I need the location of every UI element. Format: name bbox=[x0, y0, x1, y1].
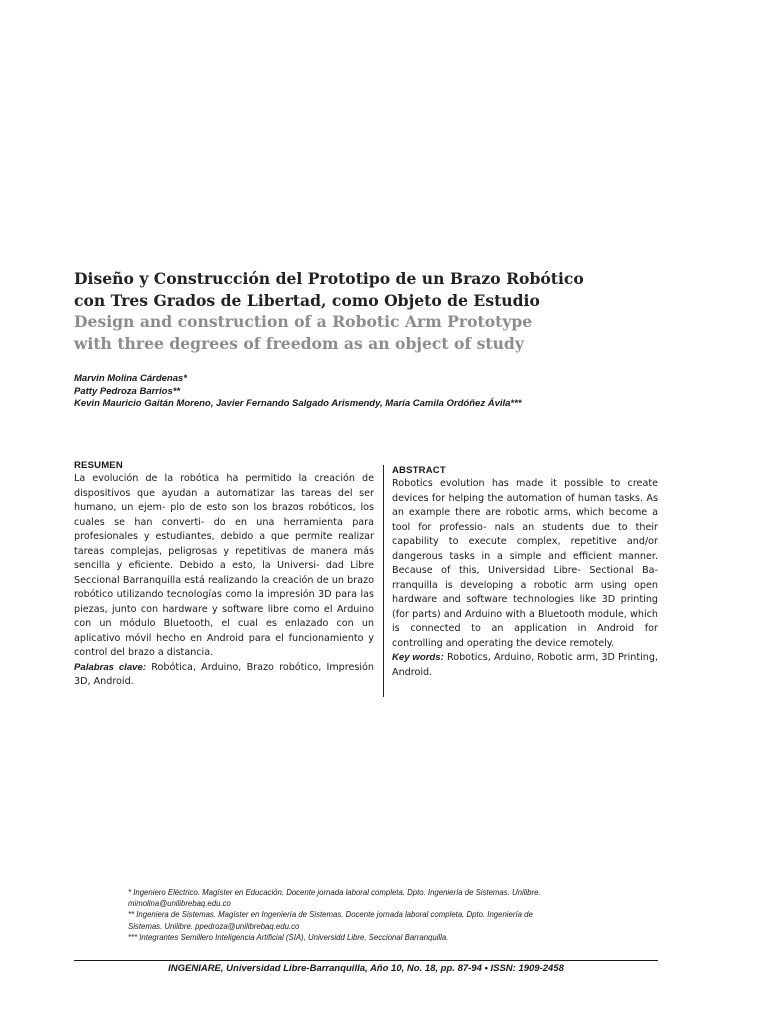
author-line-1: Marvin Molina Cárdenas* bbox=[74, 373, 187, 384]
abstract-keywords-label: Key words: bbox=[392, 652, 444, 663]
resumen-keywords-label: Palabras clave: bbox=[74, 661, 147, 673]
abstract-section bbox=[392, 465, 658, 680]
column-divider bbox=[383, 465, 384, 697]
footnote-line: mimolina@unilibrebaq.edu.co bbox=[128, 899, 231, 909]
abstract-keywords-list: Robotics, Arduino, Robotic arm, 3D Printing, Android. bbox=[392, 652, 659, 678]
title-english bbox=[74, 311, 694, 355]
title-spanish-line-2: con Tres Grados de Libertad, como Objeto de Estudio bbox=[74, 291, 540, 310]
footnote-line: *** Integrantes Semillero Inteligencia Artificial (SIA), Universidd Libre, Seccional Barranquilla. bbox=[128, 932, 449, 942]
footnotes bbox=[128, 887, 618, 943]
footnote-line: * Ingeniero Eléctrico. Magíster en Educación. Docente jornada laboral completa. Dpto. Ingeniería de Sistemas. Unilibre. bbox=[128, 888, 541, 897]
resumen-keywords bbox=[74, 661, 374, 690]
resumen-text: La evolución de la robótica ha permitido la creación de dispositivos que ayudan a automatizar las tareas del ser humano, un ejem- plo de esto son los brazos robóticos, los cuales se han converti- do en una herramienta para profesionales y estudiantes, debido a que permite realizar tareas complejas, peligrosas y repetitivas de manera más sencilla y eficiente. Debido a esto, la Universi- dad Libre Seccional Barranquilla está realizando la creación de un brazo robótico utilizando tecnologías como la impresión 3D para las piezas, junto con hardware y software libre como el Arduino con un módulo Bluetooth, el cual es enlazado con un aplicativo móvil hecho en Android para el funcionamiento y control del brazo a distancia. bbox=[74, 473, 374, 658]
author-list bbox=[74, 373, 694, 411]
title-english-line-2: with three degrees of freedom as an object of study bbox=[74, 334, 524, 353]
title-spanish-line-1: Diseño y Construcción del Prototipo de un Brazo Robótico bbox=[74, 269, 584, 288]
footer-rule bbox=[74, 960, 658, 961]
title-spanish bbox=[74, 268, 694, 312]
abstract-keywords bbox=[392, 651, 658, 680]
journal-footer: INGENIARE, Universidad Libre-Barranquilla, Año 10, No. 18, pp. 87-94 • ISSN: 1909-2458 bbox=[168, 963, 564, 974]
resumen-heading: RESUMEN bbox=[74, 460, 123, 471]
footnote-line: ** Ingeniera de Sistemas. Magíster en Ingeniería de Sistemas. Docente jornada laboral completa, Dpto. Ingeniería de bbox=[128, 910, 533, 920]
title-english-line-1: Design and construction of a Robotic Arm Prototype bbox=[74, 312, 533, 331]
author-line-3: Kevin Mauricio Gaitán Moreno, Javier Fernando Salgado Arismendy, María Camila Ordóñez Ávila*** bbox=[74, 398, 522, 410]
resumen-section bbox=[74, 460, 374, 690]
footnote-line: Sistemas. Unilibre. ppedroza@unilibrebaq.edu.co bbox=[128, 921, 300, 931]
resumen-keywords-list: Robótica, Arduino, Brazo robótico, Impresión 3D, Android. bbox=[74, 661, 375, 687]
author-line-2: Patty Pedroza Barrios** bbox=[74, 385, 181, 397]
abstract-text: Robotics evolution has made it possible to create devices for helping the automation of human tasks. As an example there are robotic arms, which become a tool for professio- nals an students due to their capability to execute complex, repetitive and/or dangerous tasks in a simple and efficient manner. Because of this, Universidad Libre- Sectional Ba- rranquilla is developing a robotic arm using open hardware and software technologies like 3D printing (for parts) and Arduino with a Bluetooth module, which is connected to an application in Android for controlling and operating the device remotely. bbox=[392, 478, 658, 649]
abstract-heading: ABSTRACT bbox=[392, 465, 446, 476]
